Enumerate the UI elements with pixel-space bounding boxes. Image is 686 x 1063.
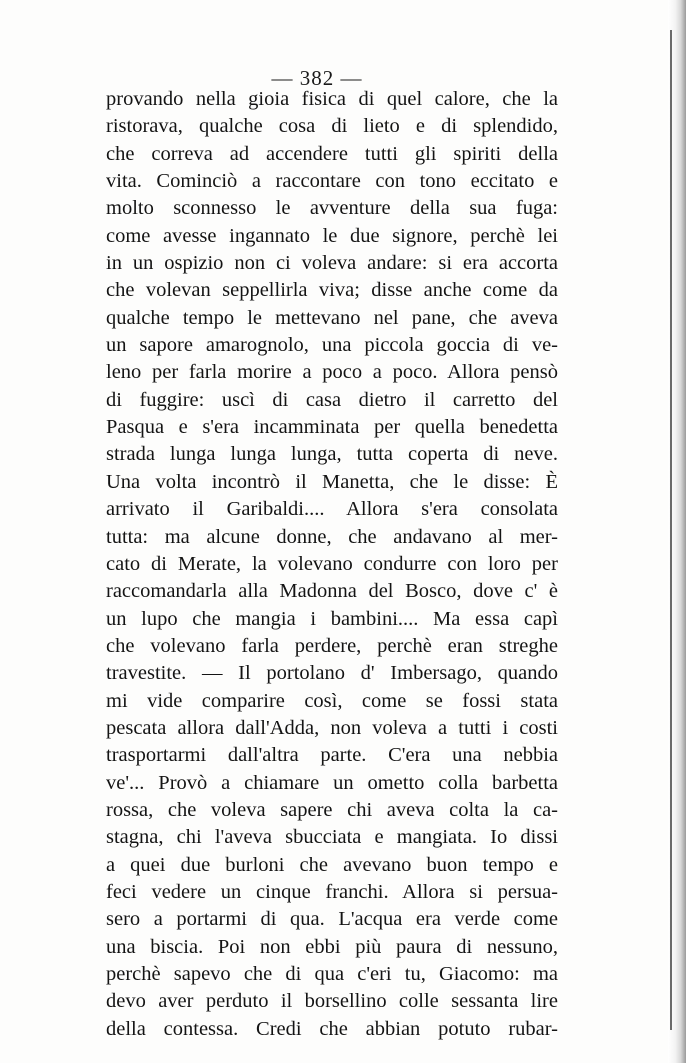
text-line: di fuggire: uscì di casa dietro il carretto del [106,388,558,411]
text-line: provando nella gioia fisica di quel calore, che la [106,88,558,110]
text-line: arrivato il Garibaldi.... Allora s'era consolata [106,498,558,521]
text-line: a quei due burloni che avevano buon tempo e [106,853,558,876]
text-line: pescata allora dall'Adda, non voleva a tutti i costi [106,716,558,739]
text-line: un lupo che mangia i bambini.... Ma essa capì [106,607,558,630]
text-line: qualche tempo le mettevano nel pane, che aveva [106,306,558,329]
text-line: un sapore amarognolo, una piccola goccia di ve- [106,334,558,357]
text-line: in un ospizio non ci voleva andare: si era accorta [106,252,558,275]
text-line: tutta: ma alcune donne, che andavano al mer- [106,525,558,548]
text-line: ve'... Provò a chiamare un ometto colla barbetta [106,771,558,794]
text-line: sero a portarmi di qua. L'acqua era verde come [106,908,558,931]
text-line: cato di Merate, la volevano condurre con loro per [106,552,558,575]
text-line: strada lunga lunga lunga, tutta coperta di neve. [106,443,558,466]
text-line: come avesse ingannato le due signore, perchè lei [106,224,558,247]
text-line: rossa, che voleva sapere chi aveva colta la ca- [106,798,558,821]
text-line: che correva ad accendere tutti gli spiriti della [106,142,558,165]
text-line: leno per farla morire a poco a poco. Allora pensò [106,361,558,384]
text-line: della contessa. Credi che abbian potuto rubar- [106,1017,558,1040]
text-line: che volevan seppellirla viva; disse anche come da [106,279,558,302]
text-line: trasportarmi dall'altra parte. C'era una nebbia [106,744,558,767]
text-line: devo aver perduto il borsellino colle sessanta lire [106,990,558,1013]
text-line: vita. Cominciò a raccontare con tono eccitato e [106,170,558,193]
text-line: Una volta incontrò il Manetta, che le disse: È [106,470,558,493]
page-edge-line [670,30,672,1030]
text-line: perchè sapevo che di qua c'eri tu, Giacomo: ma [106,963,558,985]
page-number: — 382 — [271,66,363,90]
text-line: ristorava, qualche cosa di lieto e di splendido, [106,115,558,138]
text-line: mi vide comparire così, come se fossi stata [106,689,558,712]
text-line: molto sconnesso le avventure della sua fuga: [106,197,558,220]
text-line: Pasqua e s'era incamminata per quella benedetta [106,416,558,439]
text-line: raccomandarla alla Madonna del Bosco, dove c' è [106,580,558,603]
text-line: stagna, chi l'aveva sbucciata e mangiata. Io dissi [106,826,558,849]
text-line: feci vedere un cinque franchi. Allora si persua- [106,880,558,903]
text-line: una biscia. Poi non ebbi più paura di nessuno, [106,935,558,958]
text-line: travestite. — Il portolano d' Imbersago, quando [106,662,558,685]
text-line: che volevano farla perdere, perchè eran streghe [106,634,558,657]
body-text [106,86,558,1043]
